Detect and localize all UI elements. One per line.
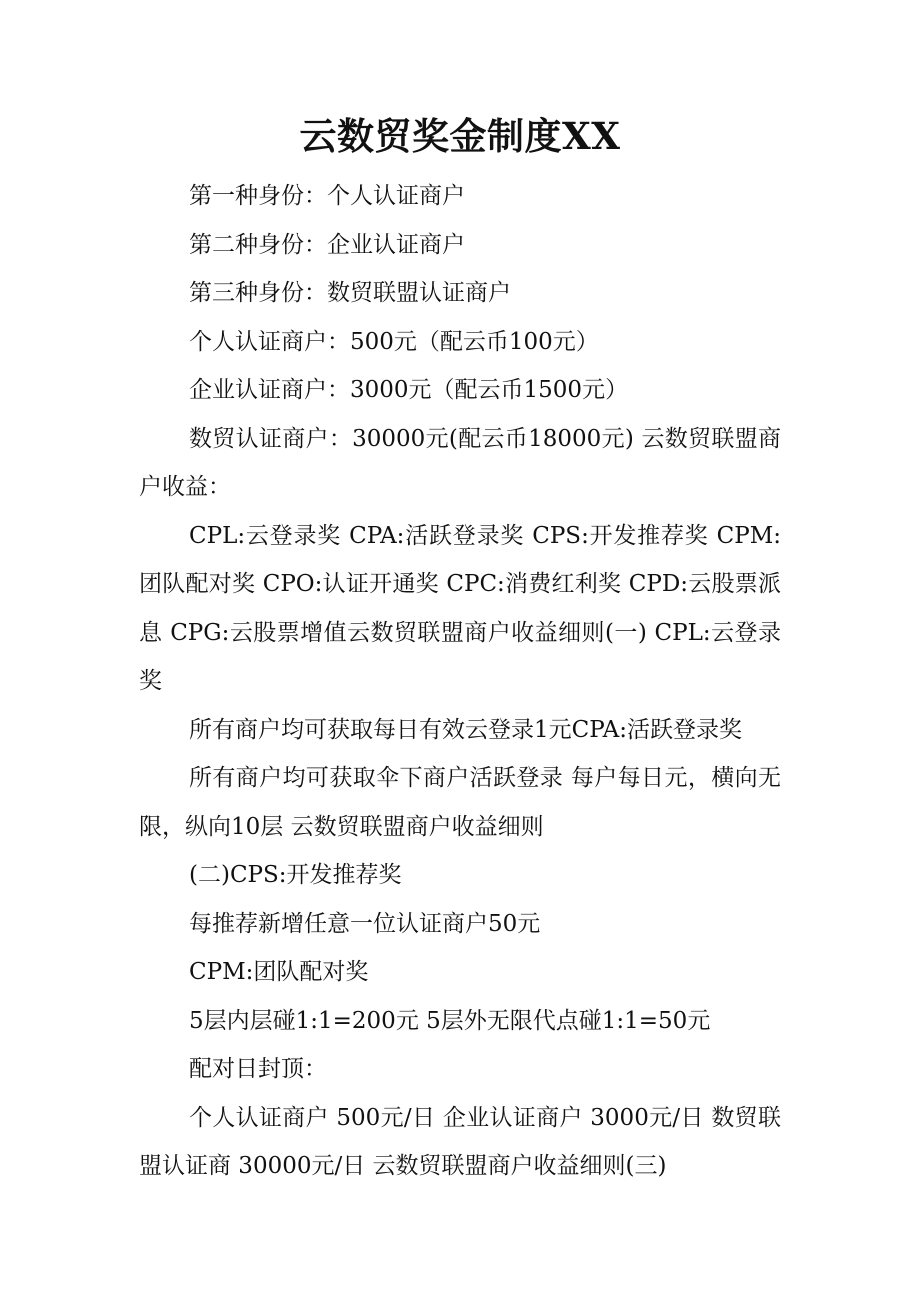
paragraph-cps-detail: 每推荐新增任意一位认证商户50元 — [189, 910, 541, 937]
paragraph-daily-cap-detail: 个人认证商户 500元/日 企业认证商户 3000元/日 数贸联盟认证商 30000元/日 云数贸联盟商户收益细则(三) — [139, 1104, 781, 1179]
paragraph-trade-fee: 数贸认证商户：30000元(配云币18000元) 云数贸联盟商户收益： — [139, 425, 781, 500]
document-body — [139, 172, 781, 1191]
paragraph-cps-heading: (二)CPS:开发推荐奖 — [189, 862, 402, 888]
paragraph-identity-1: 第一种身份：个人认证商户 — [189, 183, 465, 209]
paragraph-daily-cap-heading: 配对日封顶： — [189, 1056, 327, 1082]
paragraph-enterprise-fee: 企业认证商户：3000元（配云币1500元） — [189, 377, 629, 403]
paragraph-personal-fee: 个人认证商户：500元（配云币100元） — [189, 328, 599, 355]
paragraph-identity-2: 第二种身份：企业认证商户 — [189, 231, 465, 258]
paragraph-cpa: 所有商户均可获取伞下商户活跃登录 每户每日元，横向无限，纵向10层 云数贸联盟商户收益细则 — [139, 765, 781, 840]
paragraph-cpm-detail: 5层内层碰1:1=200元 5层外无限代点碰1:1=50元 — [189, 1007, 711, 1034]
paragraph-cpl: 所有商户均可获取每日有效云登录1元CPA:活跃登录奖 — [189, 716, 742, 743]
paragraph-identity-3: 第三种身份：数贸联盟认证商户 — [189, 280, 511, 306]
paragraph-cpm-heading: CPM:团队配对奖 — [189, 959, 369, 985]
paragraph-reward-types: CPL:云登录奖 CPA:活跃登录奖 CPS:开发推荐奖 CPM:团队配对奖 CPO:认证开通奖 CPC:消费红利奖 CPD:云股票派息 CPG:云股票增值云数贸联盟商户收益细则(一) CPL:云登录奖 — [139, 522, 781, 694]
document-title: 云数贸奖金制度XX — [299, 114, 621, 158]
